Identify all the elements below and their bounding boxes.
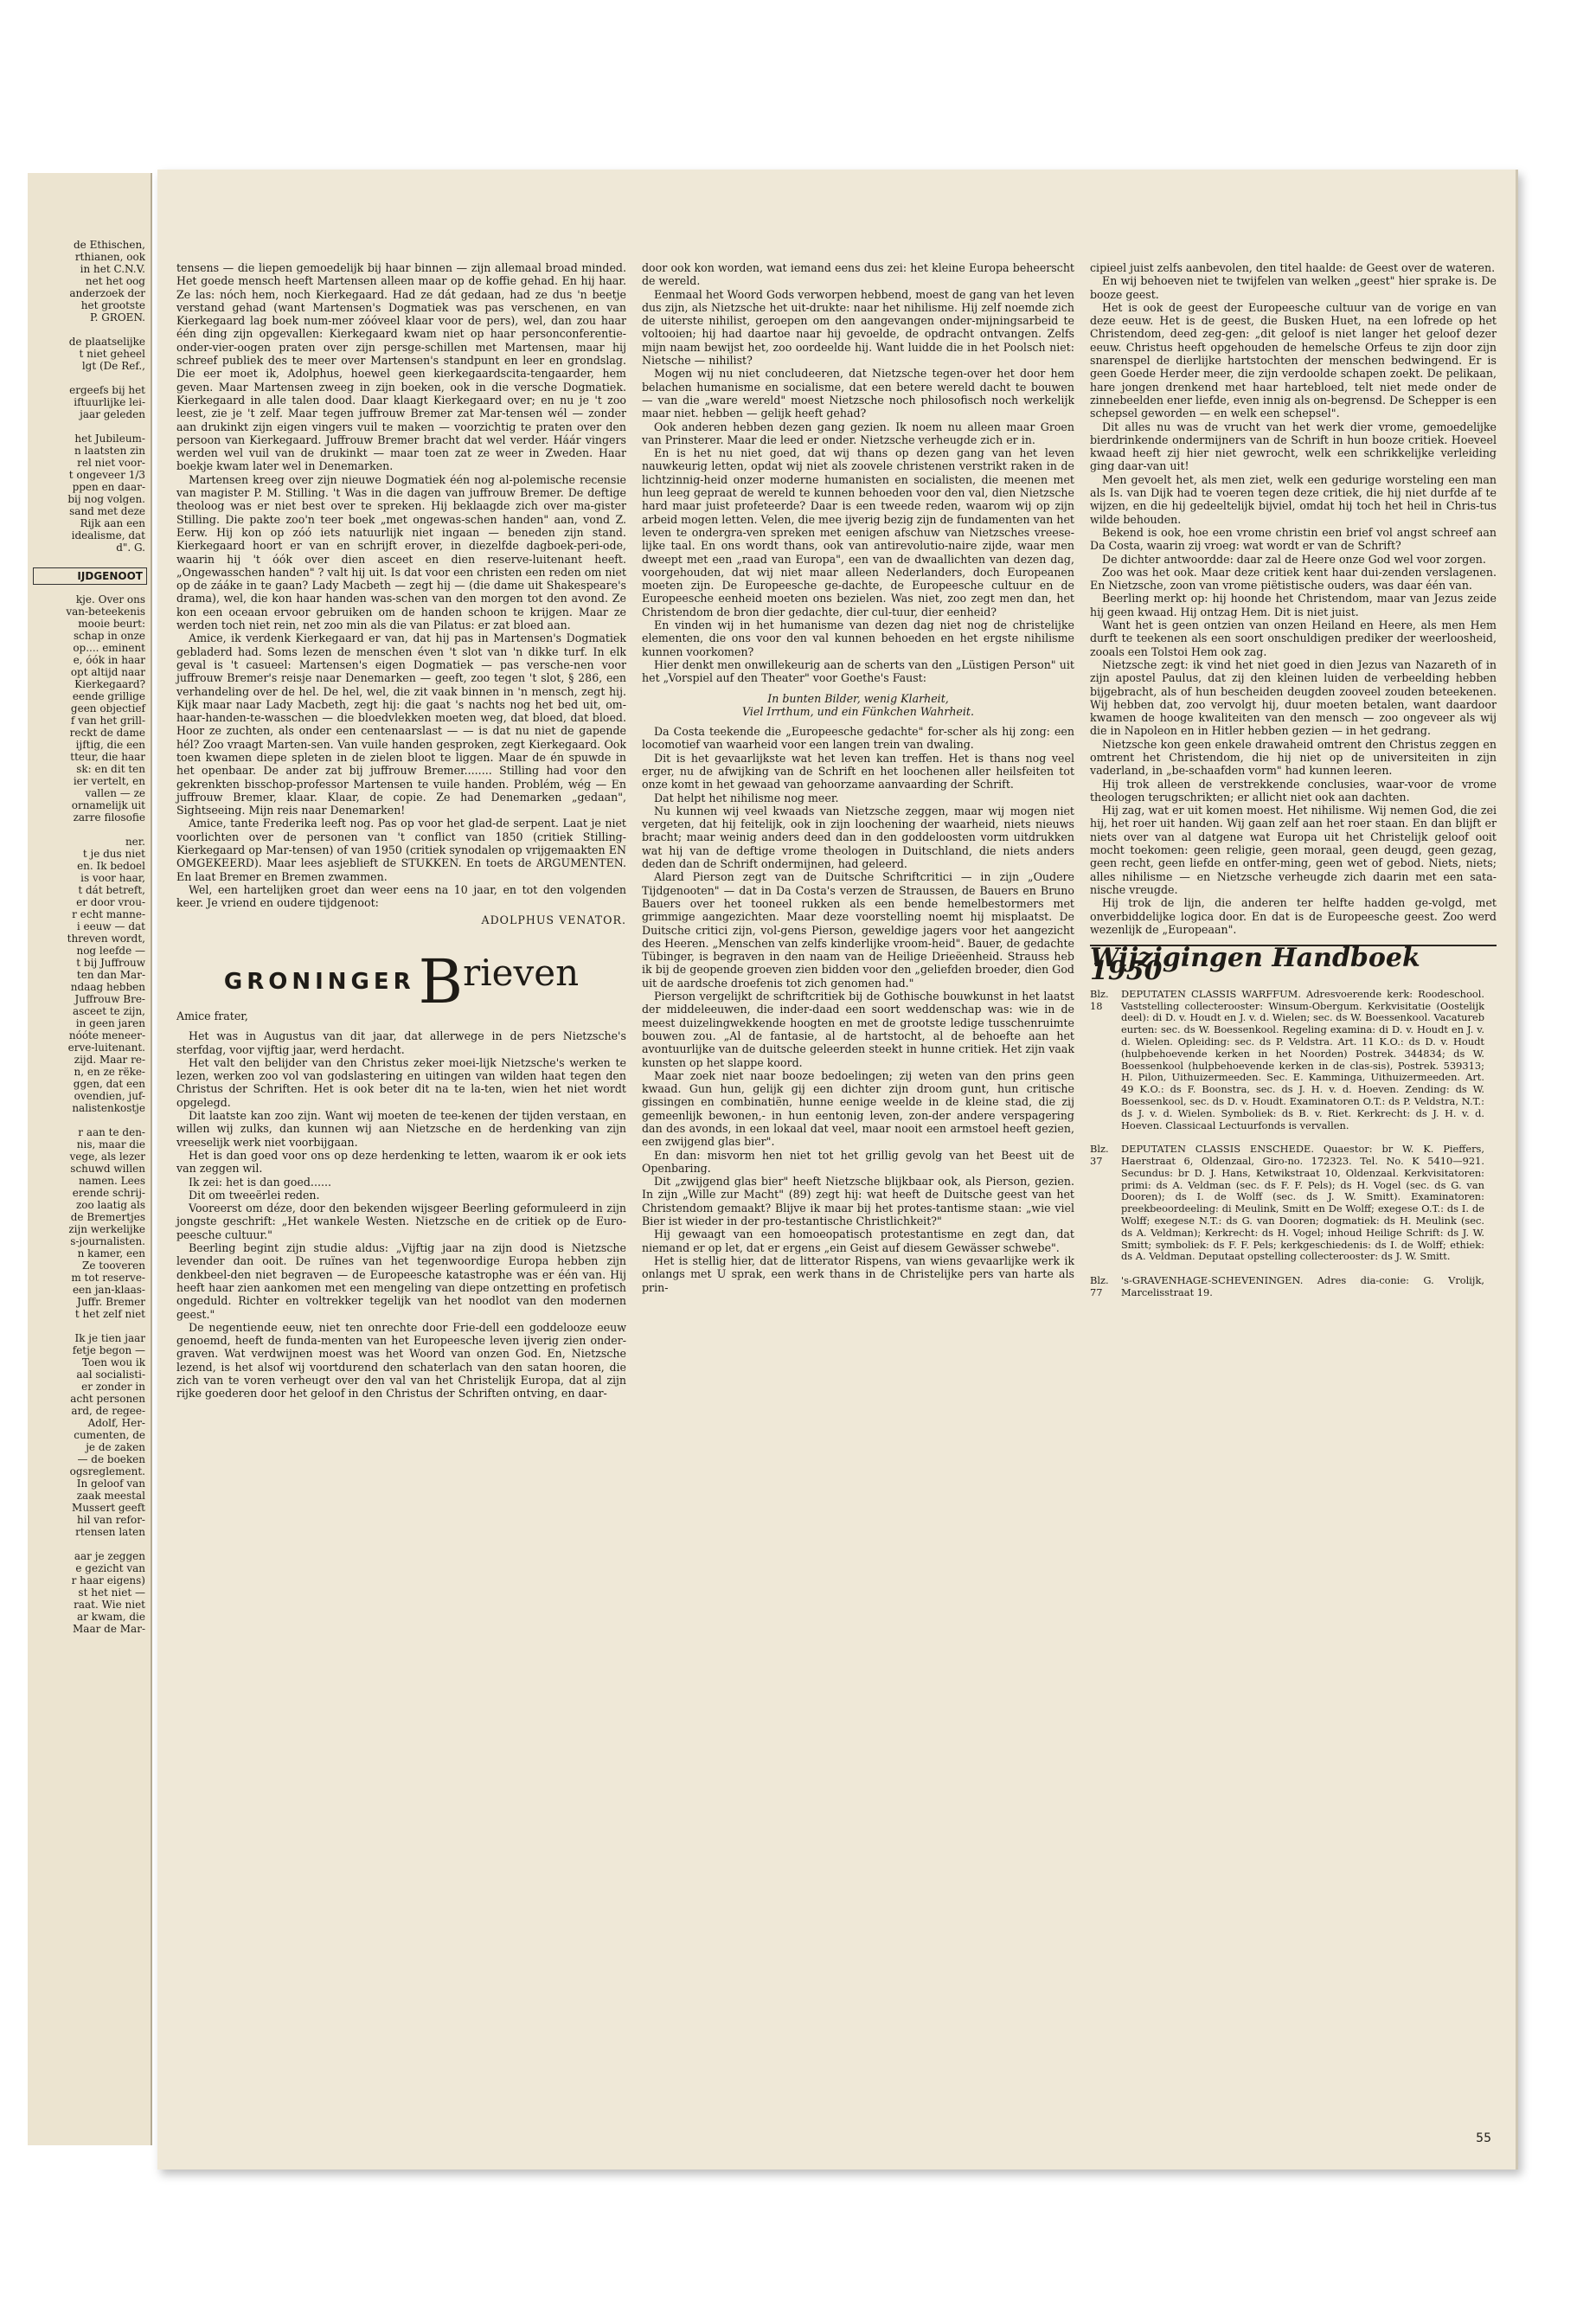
masthead-initial: B — [418, 945, 464, 1017]
col1-p2-4: Het is dan goed voor ons op deze herdenking te letten, waarom ik er ook iets van zeggen wil. — [176, 1148, 626, 1176]
col2-p2-1: Da Costa teekende die „Europeesche gedachte" for-scher als hij zong: een locomotief van waarheid voor een langen trein van dwaling. — [642, 725, 1074, 752]
col1-p2-9: De negentiende eeuw, niet ten onrechte door Frie-dell een goddelooze eeuw genoemd, heeft de funda-menten van het Europeesche leven ijverig zien onder-graven. Wat verdwijnen moest was het Woord van onzen God. En, Nietzsche lezend, is het alsof wij voortdurend den schaterlach van den satan hooren, die zich van te voren verheugt over den val van het Christelijk Europa, dat al zijn rijke goederen door het geloof in den Christus der Schriften ontving, en daar- — [176, 1320, 626, 1400]
col1-paragraph-2: Martensen kreeg over zijn nieuwe Dogmatiek één nog al-polemische recensie van magister P. M. Stilling. 't Was in die dagen van juffrouw Bremer. De deftige theoloog was er niet best over te spreken. Hij beklaagde zich over ma-gister Stilling. Die pakte zoo'n teer boek „met ongewas-schen handen" aan, vond Z. Eerw. Hij kon op zóó iets natuurlijk niet ingaan — beneden zijn stand. Kierkegaard hoort er van en schrijft erover, in diezelfde dagboek-peri-ode, waarin hij 't óók over dien asceet en dien reserve-luitenant heeft. „Ongewasschen handen" ? valt hij uit. Is dat voor een christen een reden om niet op de zááke in te gaan? Lady Macbeth — zegt hij — (die dame uit Shakespeare's drama), wel, die kon haar handen was-schen van den morgen tot den avond. Ze kon een oceaan ervoor gebruiken om de handen schoon te krijgen. Maar ze werden toch niet rein, net zoo min als die van Pilatus: er zat bloed aan. — [176, 472, 626, 632]
col3-paragraph-10: Want het is geen ontzien van onzen Heiland en Heere, als men Hem durft te teekenen als een soort onschuldigen prediker der weerloosheid, zooals een Tolstoi Hem ook zag. — [1090, 619, 1497, 658]
col3-paragraph-5: Men gevoelt het, als men ziet, welk een gedurige worsteling een man als Is. van Dijk had te voeren tegen deze critiek, die hij niet durfde af te wijzen, en die hij gedeeltelijk bijviel, omdat hij toch het heil in Chris-tus wilde behouden. — [1090, 472, 1497, 526]
col3-paragraph-9: Beerling merkt op: hij hoonde het Christendom, maar van Jezus zeide hij geen kwaad. Hij ontzag Hem. Dit is niet juist. — [1090, 592, 1497, 619]
facing-page-heading-box: IJDGENOOT — [33, 567, 147, 585]
col2-p2-9: Dit „zwijgend glas bier" heeft Nietzsche blijkbaar ook, als Pierson, gezien. In zijn „Wille zur Macht" (89) zegt hij: wat heeft de Duitsche geest van het Christendom gemaakt? Blijve ik maar bij het protes-tantisme staan: „wie viel Bier ist wieder in der pro-testantische Christlichkeit?" — [642, 1175, 1074, 1228]
col2-paragraph-6: En vinden wij in het humanisme van dezen dag niet nog de christelijke elementen, die ons voor den val kunnen behoeden en het ergste nihilisme kunnen voorkomen? — [642, 619, 1074, 658]
col1-paragraph-5: Wel, een hartelijken groet dan weer eens na 10 jaar, en tot den volgenden keer. Je vriend en oudere tijdgenoot: — [176, 882, 626, 910]
col2-p2-11: Het is stellig hier, dat de litterator Rispens, van wiens gevaarlijke werk ik onlangs met U sprak, een werk thans in de Christelijke pers van harte als prin- — [642, 1253, 1074, 1294]
col1-salutation: Amice frater, — [176, 1009, 248, 1022]
masthead-rest: rieven — [463, 951, 580, 994]
col3-paragraph-6: Bekend is ook, hoe een vrome christin een brief vol angst schreef aan Da Costa, waarin zij vroeg: wat wordt er van de Schrift? — [1090, 525, 1497, 553]
col1-paragraph-3: Amice, ik verdenk Kierkegaard er van, dat hij pas in Martensen's Dogmatiek gebladerd had. Soms lezen de menschen éven 't slot van 'n dikke turf. In elk geval is 't casueel: Martensen's eigen Dogmatiek — pas versche-nen voor juffrouw Bremer's reisje naar Denemarken — geeft, zoo tegen 't slot, § 286, een verhandeling over de hel. De hel, wel, die zit vaak binnen in 'n mensch, zegt hij. Kijk maar naar Lady Macbeth, zegt hij: die gaat 's nachts nog het bed uit, om-haar-handen-te-wasschen — die bloedvlekken moeten weg, dat bloed, dat bloed. Hoor ze zuchten, als onder een centenaarslast — — is dat nu niet de gapende hél? Zoo vraagt Marten-sen. Van vuile handen gesproken, zegt Kierkegaard. Ook toen kwamen diepe spleten in de zielen bloot te liggen. Maar de én spuwde in het openbaar. De ander zat bij juffrouw Bremer........ Stilling had voor den gekrenkten bisschop-professor Martensen te vuile handen. Problém, wég — En juffrouw Bremer, klaar. Klaar, de copie. Ze had Denemarken „gedaan", Sightseeing. Mijn reis naar Denemarken! — [176, 631, 626, 817]
magazine-page — [157, 170, 1518, 2170]
col3-paragraph-2: En wij behoeven niet te twijfelen van welken „geest" hier sprake is. De booze geest. — [1090, 274, 1497, 301]
col2-p2-5: Alard Pierson zegt van de Duitsche Schriftcritici — in zijn „Oudere Tijdgenooten" — dat in Da Costa's verzen de Straussen, de Bauers en Bruno Bauers over het tooneel rukken als een bende hemelbestormers met grimmige aangezichten. Maar deze voorstelling noemt hij misplaatst. De Duitsche critici zijn, vol-gens Pierson, geweldige jagers voor het aangezicht des Heeren. „Menschen van zelfs kinderlijke vroom-heid". Bauer, de gedachte Tübinger, is begraven in den naam van de Heilige Drieëenheid. Strauss heb ik bij de geopende groeven zien bidden voor den „geliefden broeder, dien God uit de aardsche droefenis tot zich genomen had." — [642, 870, 1074, 990]
col3-paragraph-3: Het is ook de geest der Europeesche cultuur van de vorige en van deze eeuw. Het is de geest, die Busken Huet, na een lofrede op het Christendom, deed zeg-gen: „dit geloof is niet langer het geloof dezer eeuw. Christus heeft opgehouden de hemelsche Orfeus te zijn door zijn snarenspel de dierlijke hartstochten der menschen bedwingend. Er is geen Goede Herder meer, die zijn verdoolde schapen zoekt. De pelikaan, hare jongen drenkend met haar hartebloed, telt niet mede onder de zinnebeelden ener liefde, even innig als on-begrensd. De Schepper is een schepsel geworden — en welk een schepsel". — [1090, 300, 1497, 420]
col3-paragraph-12: Nietzsche kon geen enkele drawaheid omtrent den Christus zeggen en omtrent het Christendom, die hij niet op de universiteiten in zijn vaderland, in „be-schaafden vorm" had kunnen leeren. — [1090, 737, 1497, 778]
col2-p2-4: Nu kunnen wij veel kwaads van Nietzsche zeggen, maar wij mogen niet vergeten, dat hij feitelijk, ook in zijn loochening der waarheid, niets nieuws bracht; maar weinig anders deed dan in den goddeloosten vorm uitdrukken wat hij van de deftige vrome theologen in Duitschland, die niets anders deden dan de Schrift ondermijnen, had geleerd. — [642, 804, 1074, 871]
page-number: 55 — [1476, 2131, 1491, 2145]
masthead-small: GRONINGER — [223, 968, 415, 995]
col3-paragraph-15: Hij trok de lijn, die anderen ter helfte hadden ge-volgd, met onverbiddelijke logica door. En dat is de Europeesche geest. Zoo werd wezenlijk de „Europeaan". — [1090, 896, 1497, 936]
letter-signature: ADOLPHUS VENATOR. — [481, 913, 626, 926]
col2-paragraph-2: Eenmaal het Woord Gods verworpen hebbend, moest de gang van het leven dus zijn, als Nietzsche het uit-drukte: naar het nihilisme. Hij zelf noemde zich de uiterste nihilist, geroepen om den aangevangen onder-mijningsarbeid te voltooien; hij had daartoe naar hij gevoelde, de opdracht ontvangen. Zelfs mijn naam bewijst het, zoo oordeelde hij. Want luidde die in het Poolsch niet: Nietsche — nihilist? — [642, 287, 1074, 368]
col2-paragraph-7: Hier denkt men onwillekeurig aan de scherts van den „Lüstigen Person" uit het „Vorspiel auf den Theater" voor Goethe's Faust: — [642, 657, 1074, 685]
col2-p2-3: Dat helpt het nihilisme nog meer. — [654, 791, 839, 804]
col3-paragraph-8: Zoo was het ook. Maar deze critiek kent haar dui-zenden verslagenen. En Nietzsche, zoon van vrome piëtistische ouders, was daar één van. — [1090, 565, 1497, 593]
col1-p2-1: Het was in Augustus van dit jaar, dat allerwege in de pers Nietzsche's sterfdag, voor vijftig jaar, werd herdacht. — [176, 1029, 626, 1056]
col1-paragraph-1: tensens — die liepen gemoedelijk bij haar binnen — zijn allemaal broad minded. Het goede mensch heeft Martensen alleen maar op de koffie gehad. En hij haar. Ze las: nóch hem, noch Kierkegaard. Had ze dát gedaan, had ze dus 'n beetje verstand gehad (want Martensen's Dogmatiek was pas verschenen, en van Kierkegaard lag boek num-mer zóóveel klaar voor de pers), wel, dan zou haar één ding zijn opgevallen: Kierkegaard kwam niet op haar personconferentie-onder-vier-oogen praten over zijn persge-schillen met Martensen, maar hij schreef publiek des te meer over Martensen's standpunt en leer en grondslag. Die eer moet ik, Adolphus, hoewel geen kierkegaardscita-tengaarder, hem geven. Maar Martensen zweeg in zijn boeken, ook in die versche Dogmatiek. Kierkegaard in alle talen dood. Daar klaagt Kierkegaard over; en nu je 't zoo leest, zie je 't zelf. Maar tegen juffrouw Bremer zat Mar-tensen wél — zonder aan drukinkt zijn eigen vingers vuil te maken — voorzichtig te praten over den persoon van Kierkegaard. Juffrouw Bremer bracht dat wel verder. Háár vingers werden wel vuil van de drukinkt — maar toen zat ze weer in Zweden. Haar boekje kwam later wel in Denemarken. — [176, 261, 626, 473]
facing-page-text-top: de Ethischen, rthianen, ook in het C.N.V. net het oog anderzoek der het grootste P. GROEN. de plaatselijke t niet geheel lgt (De Ref., ergeefs bij het iftuurlijke lei- jaar geleden het Jubileum- n laatsten zin rel niet voor- t ongeveer 1/3 ppen en daar- bij nog volgen. sand met deze Rijk aan een idealisme, dat d". G. — [67, 239, 145, 554]
column-1 — [176, 261, 626, 1400]
col2-p2-6: Pierson vergelijkt de schriftcritiek bij de Gothische bouwkunst in het laatst der middeleeuwen, die inder-daad een soort weddenschap was: wie in de meest duizelingwekkende hoogten en met de grootste ledige tusschenruimte bouwen zou. „Al de fantasie, al de hartstocht, al de behoefte aan het avontuurlijke van de duitsche geleerden steekt in hunne critiek. Het zijn vaak kunsten op het slappe koord. — [642, 990, 1074, 1069]
col1-p2-6: Dit om tweeërlei reden. — [189, 1188, 320, 1202]
entry-page-ref: Blz. 18 — [1090, 987, 1109, 1012]
handboek-entry — [1090, 1144, 1497, 1263]
handboek-entry — [1090, 1275, 1497, 1299]
col2-paragraph-4: Ook anderen hebben dezen gang gezien. Ik noem nu alleen maar Groen van Prinsterer. Maar die leed er onder. Nietzsche verheugde zich er in. — [642, 420, 1074, 446]
facing-page-text-bottom: kje. Over ons van-beteekenis mooie beurt: schap in onze op.... eminent e, óók in haar opt altijd naar Kierkegaard? eende grillige geen objectief f van het grill- reckt de dame ijftig, die een tteur, die haar sk: en dit ten ier vertelt, en vallen — ze ornamelijk uit zarre filosofie ner. t je dus niet en. Ik bedoel is voor haar, t dát betreft, er door vrou- r echt manne- i eeuw — dat threven wordt, nog leefde — t bij Juffrouw ten dan Mar- ndaag hebben Juffrouw Bre- asceet te zijn, in geen jaren nóóte meneer- erve-luitenant. zijd. Maar re- n, en ze rëke- ggen, dat een ovendien, juf- nalistenkostje r aan te den- nis, maar die vege, als lezer schuwd willen namen. Lees erende schrij- zoo laatig als de Bremertjes zijn werkelijke s-journalisten. n kamer, een Ze tooveren m tot reserve- een jan-klaas- Juffr. Bremer t het zelf niet Ik je tien jaar fetje begon — Toen wou ik aal socialisti- er zonder in acht personen ard, de regee- Adolf, Her- cumenten, de je de zaken — de boeken ogsreglement. In geloof van zaak meestal Mussert geeft hil van refor- rtensen laten aar je zeggen e gezicht van r haar eigens) st het niet — raat. Wie niet ar kwam, die Maar de Mar- — [66, 593, 145, 1635]
handboek-entry — [1090, 989, 1497, 1132]
col2-p2-7: Maar zoek niet naar booze bedoelingen; zij weten van den prins geen kwaad. Gun hun, gelijk gij een dichter zijn droom gunt, hun critische gissingen en combinatiën, hunne eenige weelde in de kleine stad, die zij gemeenlijk bewonen,- in hun eentonig leven, zon-der andere verspagering dan des avonds, in een lokaal dat veel, maar nooit een armstoel heeft gezien, een zwijgend glas bier". — [642, 1068, 1074, 1149]
col2-paragraph-1: door ook kon worden, wat iemand eens dus zei: het kleine Europa beheerscht de wereld. — [642, 261, 1074, 288]
col1-p2-2: Het valt den belijder van den Christus zeker moei-lijk Nietzsche's werken te lezen, werken zoo vol van godslastering en uitingen van wilden haat tegen den Christus der Schriften. Het is ook beter dit na te la-ten, wien het niet wordt opgelegd. — [176, 1055, 626, 1109]
col1-p2-7: Vooreerst om déze, door den bekenden wijsgeer Beerling geformuleerd in zijn jongste geschrift: „Het wankele Westen. Nietzsche en de critiek op de Euro-peesche cultuur." — [176, 1202, 626, 1241]
col2-p2-10: Hij gewaagt van een homoeopatisch protestantisme en zegt dan, dat niemand er op let, dat er ergens „ein Geist auf diesem Gewässer schwebe". — [642, 1227, 1074, 1254]
facing-page-fragment — [28, 173, 152, 2145]
col1-p2-3: Dit laatste kan zoo zijn. Want wij moeten de tee-kenen der tijden verstaan, en willen wij zulks, dan kunnen wij aan Nietzsche en de herdenking van zijn vreeselijk werk niet voorbijgaan. — [176, 1109, 626, 1149]
entry-text: DEPUTATEN CLASSIS WARFFUM. Adresvoerende kerk: Roodeschool. Vaststelling collecterooster: Winsum-Obergum. Kerkvisitatie (Oostelijk deel): di D. v. Houdt en J. v. d. Wielen; sec. ds W. Boessenkool. Vacatureb eurten: sec. ds W. Boessenkool. Regeling examina: di D. v. Houdt en J. v. d. Wielen. Opleiding: sec. ds P. Veldstra. Art. 11 K.O.: ds D. v. Houdt (hulpbehoevende kerken in het Noorden) Postrek. 344834; ds W. Boessenkool (hulpbehoevende kerken in de clas-sis), Postrek. 539313; H. Pilon, Uithuizermeeden. Sec. E. Kamminga, Uithuizermeeden. Art. 49 K.O.: ds F. Boonstra, sec. ds J. H. v. d. Hoeven. Zending: ds W. Boessenkool, sec. ds D. v. Houdt. Examinatoren O.T.: ds P. Veldstra, N.T.: ds J. v. d. Wielen. Symboliek: ds B. v. Riet. Kerkrecht: ds J. H. v. d. Hoeven. Classicaal Lectuurfonds is vervallen. — [1121, 987, 1484, 1131]
col3-paragraph-4: Dit alles nu was de vrucht van het werk dier vrome, gemoedelijke bierdrinkende ondermijners van de Schrift in hun booze critiek. Hoeveel kwaad heeft zij hier niet gewrocht, welk een schrikkelijke verleiding ging daar-van uit! — [1090, 420, 1497, 473]
col1-paragraph-4: Amice, tante Frederika leeft nog. Pas op voor het glad-de serpent. Laat je niet voorlichten over de personen van 't conflict van 1850 (critiek Stilling-Kierkegaard op Mar-tensen) of van 1950 (critiek synodalen op vrijgemaakten EN OMGEKEERD). Maar lees asjeblieft de STUKKEN. En toets de ARGUMENTEN. En laat Bremer en Bremen zwammen. — [176, 817, 626, 883]
faust-verse: In bunten Bilder, wenig Klarheit, Viel Irrthum, und ein Fünkchen Wahrheit. — [742, 691, 974, 718]
entry-page-ref: Blz. 77 — [1090, 1274, 1109, 1299]
col2-p2-2: Dit is het gevaarlijkste wat het leven kan treffen. Het is thans nog veel erger, nu de afwijking van de Schrift en het loochenen aller heilsfeiten tot onze komt in het gewaad van gehoorzame aanvaarding der Schrift. — [642, 751, 1074, 792]
col3-paragraph-1: cipieel juist zelfs aanbevolen, den titel haalde: de Geest over de wateren. — [1090, 261, 1496, 274]
col3-paragraph-14: Hij zag, wat er uit komen moest. Het nihilisme. Wij nemen God, die zei hij, het roer uit handen. Wij gaan zelf aan het roer staan. En dan blijft er niets over van al datgene wat Europa uit het Christelijk geloof ooit mocht toekomen: geen religie, geen moraal, geen deugd, geen gezag, geen recht, geen liefde en ontfer-ming, geen wet of gebod. Niets, niets; alles nihilisme — en Nietzsche verheugde zich daarin met een sata-nische vreugde. — [1090, 804, 1497, 896]
col1-p2-8: Beerling begint zijn studie aldus: „Vijftig jaar na zijn dood is Nietzsche levender dan ooit. De ruïnes van het tegenwoordige Europa hebben zijn denkbeel-den niet begraven — de Europeesche katastrophe was er één van. Hij heeft haar zien aankomen met een mengeling van diepe ontzetting en profetisch ongeduld. Richter en voltrekker tegelijk van het noodlot van den modernen geest." — [176, 1241, 626, 1321]
col1-p2-5: Ik zei: het is dan goed...... — [189, 1175, 331, 1189]
entry-text: DEPUTATEN CLASSIS ENSCHEDE. Quaestor: br W. K. Pieffers, Haerstraat 6, Oldenzaal, Giro-no. 172323. Tel. No. K 5410—921. Secundus: br D. J. Hans, Ketwikstraat 10, Oldenzaal. Kerkvisitatoren: primi: ds A. Veldman (sec. ds F. F. Pels); ds H. Vogel (sec. ds G. van Dooren); ds I. de Wolff (sec. ds J. W. Smitt). Examinatoren: preekbeoordeeling: di Meulink, Smitt en De Wolff; exegese O.T.: ds I. de Wolff; exegese N.T.: ds G. van Dooren; dogmatiek: ds H. Meulink (sec. ds A. Veldman); Kerkrecht: ds H. Vogel; inhoud Heilige Schrift: ds J. W. Smitt; symboliek: ds F. F. Pels; kerkgeschiedenis: ds I. de Wolff; ethiek: ds A. Veldman. Deputaat opstelling collecterooster: ds J. W. Smitt. — [1121, 1143, 1484, 1263]
col2-paragraph-5: En is het nu niet goed, dat wij thans op dezen gang van het leven nauwkeurig letten, opdat wij niet als zoovele christenen verstrikt raken in de lichtzinnig-heid onzer moderne humanisten en socialisten, die meenen met hun leeg gepraat de wereld te kunnen behoeden voor den val, dien Nietzsche hard maar juist profeteerde? Daar is een tweede reden, waarom wij op zijn arbeid mogen letten. Velen, die mee ijverig bezig zijn de fundamenten van het leven te ondergra-ven spreken met eenigen afschuw van Nietzsches vreese-lijke taal. En ons wordt thans, ook van antirevolutio-naire zijde, waar men dweept met een „raad van Europa", een van de dwaallichten van dezen dag, voorgehouden, dat wij niet maar alleen Nederlanders, doch Europeanen moeten zijn. De Europeesche ge-dachte, de Europeesche cultuur en de Europeesche eenheid moeten ons bezielen. Was niet, zoo zegt men dan, het Christendom de bron dier gedachte, dier cul-tuur, dier eenheid? — [642, 446, 1074, 619]
col3-paragraph-11: Nietzsche zegt: ik vind het niet goed in dien Jezus van Nazareth of in zijn apostel Paulus, dat zij den kleinen luiden de verbeelding hebben bijgebracht, als of hun bescheiden deugden zooveel zouden beteekenen. Wij hebben dat, zoo vervolgt hij, duur moeten betalen, want daardoor kwamen de hooge kwaliteiten van den mensch — zoo ongeveer als wij die in Napoleon en in Hitler hebben gezien — in het gedrang. — [1090, 657, 1497, 738]
col2-p2-8: En dan: misvorm hen niet tot het grillig gevolg van het Beest uit de Openbaring. — [642, 1148, 1074, 1175]
col2-paragraph-3: Mogen wij nu niet concludeeren, dat Nietzsche tegen-over het door hem belachen humanisme en socialisme, dat een betere wereld dacht te bouwen — van die „ware wereld" moest Nietzsche noch philosofisch noch werkelijk maar niet. hebben — gelijk heeft gehad? — [642, 367, 1074, 420]
handboek-section-title: Wijzigingen Handboek 1950 — [1090, 943, 1420, 987]
entry-page-ref: Blz. 37 — [1090, 1143, 1109, 1168]
column-2 — [642, 261, 1074, 1294]
column-3 — [1090, 261, 1497, 1311]
col3-paragraph-7: De dichter antwoordde: daar zal de Heere onze God wel voor zorgen. — [1102, 552, 1486, 566]
col3-paragraph-13: Hij trok alleen de verstrekkende conclusies, waar-voor de vrome theologen terugschrikten; er allicht niet ook aan dachten. — [1090, 777, 1497, 804]
entry-text: 's-GRAVENHAGE-SCHEVENINGEN. Adres dia-conie: G. Vrolijk, Marcelisstraat 19. — [1121, 1274, 1484, 1299]
